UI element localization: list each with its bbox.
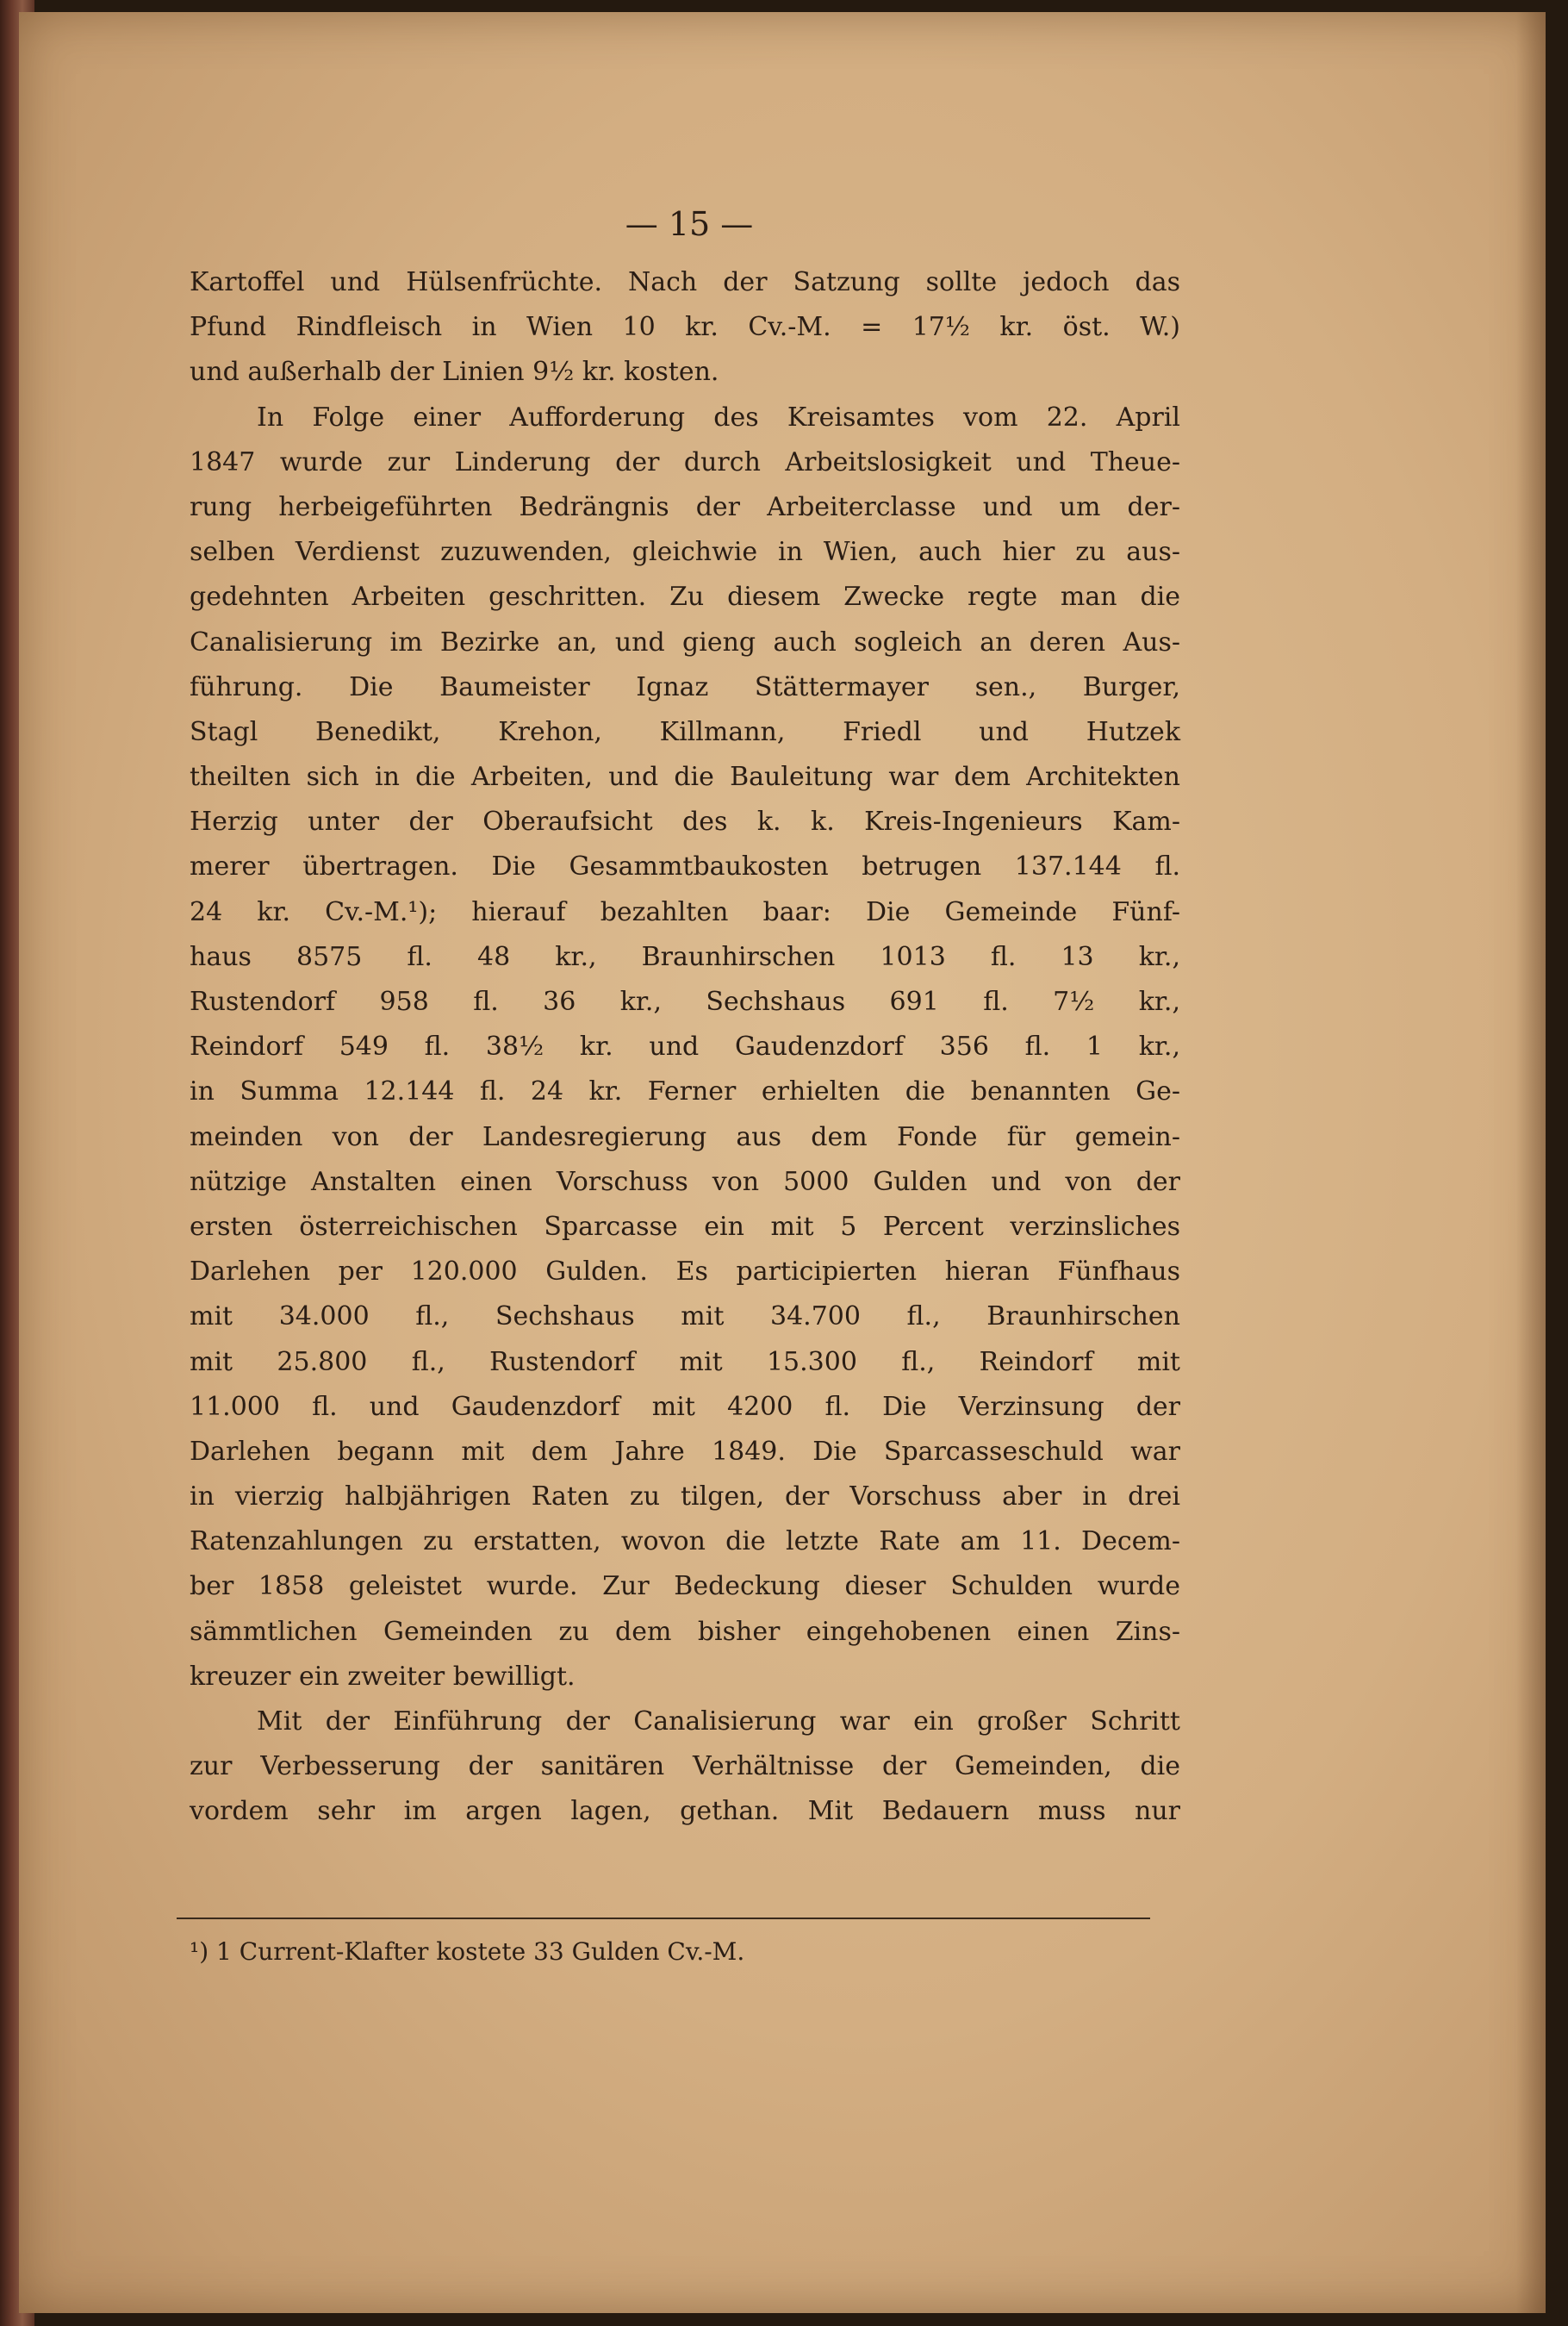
text-line: und außerhalb der Linien 9½ kr. kosten. [190,357,719,388]
text-line: mit 25.800 fl., Rustendorf mit 15.300 fl., Reindorf mit [190,1346,1180,1377]
text-line: In Folge einer Aufforderung des Kreisamtes vom 22. April [257,402,1180,433]
text-line: führung. Die Baumeister Ignaz Stättermayer sen., Burger, [190,671,1180,702]
text-line: gedehnten Arbeiten geschritten. Zu diesem Zwecke regte man die [190,582,1180,613]
text-line: Rustendorf 958 fl. 36 kr., Sechshaus 691 fl. 7½ kr., [190,987,1180,1017]
page-edge-shadow [1516,12,1546,2313]
text-line: meinden von der Landesregierung aus dem Fonde für gemein- [190,1121,1180,1152]
text-line: theilten sich in die Arbeiten, und die Bauleitung war dem Architekten [190,762,1180,793]
page-number: — 15 — [625,205,754,243]
text-line: haus 8575 fl. 48 kr., Braunhirschen 1013 fl. 13 kr., [190,941,1180,972]
text-line: 1847 wurde zur Linderung der durch Arbeitslosigkeit und Theue- [190,446,1180,477]
text-line: Stagl Benedikt, Krehon, Killmann, Friedl und Hutzek [190,716,1180,747]
text-line: vordem sehr im argen lagen, gethan. Mit Bedauern muss nur [190,1796,1180,1827]
body-text [190,260,1180,1835]
text-line: ersten österreichischen Sparcasse ein mit 5 Percent verzinsliches [190,1211,1180,1242]
text-line: Pfund Rindfleisch in Wien 10 kr. Cv.-M. = 17½ kr. öst. W.) [190,312,1180,343]
text-line: 24 kr. Cv.-M.¹); hierauf bezahlten baar: Die Gemeinde Fünf- [190,896,1180,927]
text-line: 11.000 fl. und Gaudenzdorf mit 4200 fl. Die Verzinsung der [190,1391,1180,1422]
text-line: Darlehen begann mit dem Jahre 1849. Die Sparcasseschuld war [190,1436,1180,1467]
text-line: rung herbeigeführten Bedrängnis der Arbeiterclasse und um der- [190,491,1180,522]
text-line: nützige Anstalten einen Vorschuss von 5000 Gulden und von der [190,1166,1180,1197]
text-line: Canalisierung im Bezirke an, und gieng auch sogleich an deren Aus- [190,627,1180,658]
footnote: ¹) 1 Current-Klafter kostete 33 Gulden Cv.-M. [190,1937,745,1966]
text-line: in Summa 12.144 fl. 24 kr. Ferner erhielten die benannten Ge- [190,1076,1180,1107]
text-line: merer übertragen. Die Gesammtbaukosten betrugen 137.144 fl. [190,851,1180,882]
text-line: Kartoffel und Hülsenfrüchte. Nach der Satzung sollte jedoch das [190,267,1180,297]
text-line: Darlehen per 120.000 Gulden. Es participierten hieran Fünfhaus [190,1257,1180,1288]
text-line: Ratenzahlungen zu erstatten, wovon die letzte Rate am 11. Decem- [190,1526,1180,1557]
text-line: Reindorf 549 fl. 38½ kr. und Gaudenzdorf 356 fl. 1 kr., [190,1032,1180,1063]
text-line: selben Verdienst zuzuwenden, gleichwie in Wien, auch hier zu aus- [190,537,1180,568]
text-line: kreuzer ein zweiter bewilligt. [190,1661,576,1692]
text-line: zur Verbesserung der sanitären Verhältnisse der Gemeinden, die [190,1751,1180,1782]
text-line: in vierzig halbjährigen Raten zu tilgen, der Vorschuss aber in drei [190,1481,1180,1512]
text-line: Herzig unter der Oberaufsicht des k. k. Kreis-Ingenieurs Kam- [190,807,1180,838]
text-line: sämmtlichen Gemeinden zu dem bisher eingehobenen einen Zins- [190,1616,1180,1647]
text-line: ber 1858 geleistet wurde. Zur Bedeckung dieser Schulden wurde [190,1571,1180,1602]
text-line: mit 34.000 fl., Sechshaus mit 34.700 fl., Braunhirschen [190,1301,1180,1332]
text-line: Mit der Einführung der Canalisierung war ein großer Schritt [257,1706,1180,1737]
footnote-divider [177,1918,1150,1919]
